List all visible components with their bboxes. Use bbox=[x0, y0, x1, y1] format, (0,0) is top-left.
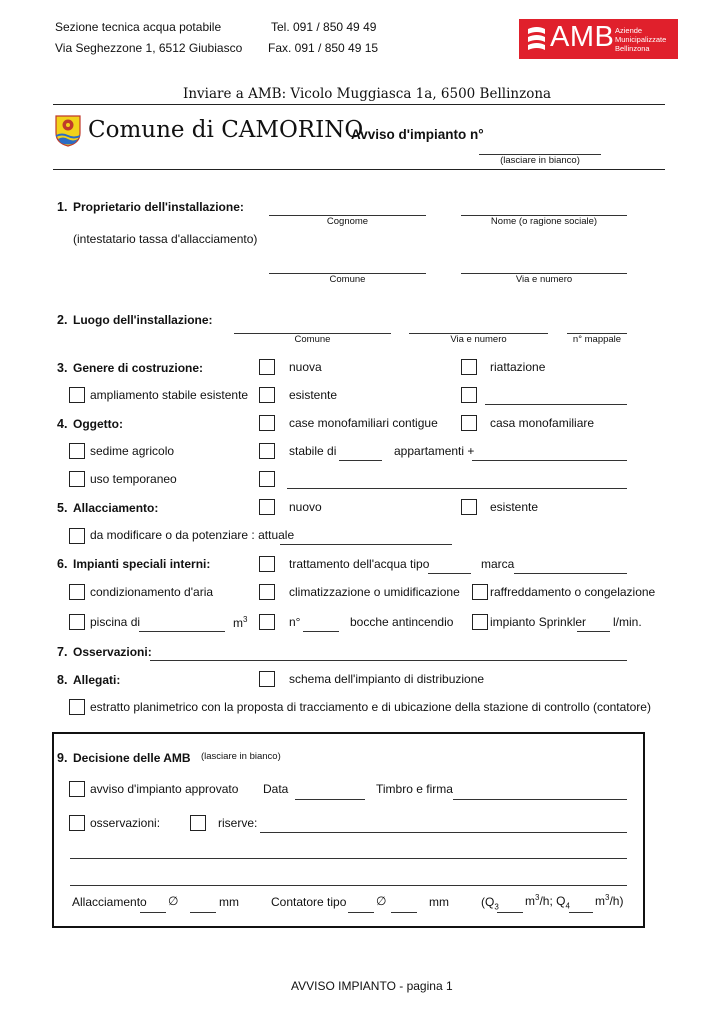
contatore-diameter-field[interactable] bbox=[391, 912, 417, 913]
contigue-checkbox[interactable] bbox=[259, 415, 275, 431]
estratto-checkbox[interactable] bbox=[69, 699, 85, 715]
nuovo-checkbox[interactable] bbox=[259, 499, 275, 515]
avviso-number-caption: (lasciare in bianco) bbox=[500, 155, 580, 166]
s9-osservazioni-label: osservazioni: bbox=[90, 816, 161, 830]
raffreddamento-label: raffreddamento o congelazione bbox=[490, 585, 656, 599]
avviso-number-label: Avviso d'impianto n° bbox=[351, 127, 484, 142]
estratto-label: estratto planimetrico con la proposta di tracciamento e di ubicazione della stazione di controllo (contatore) bbox=[90, 700, 651, 714]
s1-comune-caption: Comune bbox=[329, 274, 366, 285]
title-divider bbox=[53, 169, 665, 170]
s7-number: 7. bbox=[57, 645, 68, 659]
s5-esistente-label: esistente bbox=[490, 500, 539, 514]
trattamento-tipo-field[interactable] bbox=[428, 573, 471, 574]
temporaneo-checkbox[interactable] bbox=[69, 471, 85, 487]
ampliamento-checkbox[interactable] bbox=[69, 387, 85, 403]
s9-notes-line-2[interactable] bbox=[70, 885, 627, 886]
header-tel: Tel. 091 / 850 49 49 bbox=[271, 20, 377, 34]
ampliamento-label: ampliamento stabile esistente bbox=[90, 388, 249, 402]
contatore-mm: mm bbox=[429, 895, 449, 909]
s8-title: Allegati: bbox=[73, 673, 121, 687]
bocche-checkbox[interactable] bbox=[259, 614, 275, 630]
amb-logo-text: AMB bbox=[550, 21, 615, 53]
trattamento-label: trattamento dell'acqua tipo bbox=[289, 557, 430, 571]
s9-note: (lasciare in bianco) bbox=[201, 751, 281, 762]
marca-field[interactable] bbox=[514, 573, 627, 574]
s2-via-caption: Via e numero bbox=[450, 334, 507, 345]
monofamiliare-checkbox[interactable] bbox=[461, 415, 477, 431]
riserve-field[interactable] bbox=[260, 832, 627, 833]
allacciamento-diameter-field[interactable] bbox=[190, 912, 216, 913]
nome-caption: Nome (o ragione sociale) bbox=[490, 216, 598, 227]
sprinkler-unit: l/min. bbox=[613, 615, 642, 629]
s9-number: 9. bbox=[57, 751, 68, 765]
sedime-label: sedime agricolo bbox=[90, 444, 175, 458]
s3-title: Genere di costruzione: bbox=[73, 361, 204, 375]
climatizzazione-label: climatizzazione o umidificazione bbox=[289, 585, 460, 599]
contatore-field[interactable] bbox=[348, 912, 374, 913]
s1-number: 1. bbox=[57, 200, 68, 214]
stabile-label: stabile di bbox=[289, 444, 337, 458]
s7-title: Osservazioni: bbox=[73, 645, 152, 659]
modificare-label: da modificare o da potenziare : attuale bbox=[90, 528, 295, 542]
allacciamento-diameter-symbol: ∅ bbox=[168, 894, 179, 908]
esistente-label: esistente bbox=[289, 388, 338, 402]
s1-title: Proprietario dell'installazione: bbox=[73, 200, 244, 214]
cognome-caption: Cognome bbox=[326, 216, 369, 227]
climatizzazione-checkbox[interactable] bbox=[259, 584, 275, 600]
s9-osservazioni-checkbox[interactable] bbox=[69, 815, 85, 831]
appartamenti-extra-field[interactable] bbox=[472, 460, 627, 461]
q3-unit: $m^3/h$; $Q_4$ bbox=[525, 893, 570, 911]
allacciamento-field[interactable] bbox=[140, 912, 166, 913]
s8-number: 8. bbox=[57, 673, 68, 687]
nuova-label: nuova bbox=[289, 360, 322, 374]
camorino-coat-of-arms-icon bbox=[55, 115, 81, 147]
data-label: Data bbox=[263, 782, 289, 796]
piscina-volume-field[interactable] bbox=[139, 631, 225, 632]
riattazione-checkbox[interactable] bbox=[461, 359, 477, 375]
temporaneo-label: uso temporaneo bbox=[90, 472, 177, 486]
s3-other-checkbox[interactable] bbox=[461, 387, 477, 403]
s4-title: Oggetto: bbox=[73, 417, 123, 431]
sprinkler-label: impianto Sprinkler bbox=[490, 615, 587, 629]
s9-title: Decisione delle AMB bbox=[73, 751, 191, 765]
approvato-label: avviso d'impianto approvato bbox=[90, 782, 239, 796]
contigue-label: case monofamiliari contigue bbox=[289, 416, 438, 430]
s2-title: Luogo dell'installazione: bbox=[73, 313, 213, 327]
s5-esistente-checkbox[interactable] bbox=[461, 499, 477, 515]
send-to-address: Inviare a AMB: Vicolo Muggiasca 1a, 6500 Bellinzona bbox=[183, 86, 552, 102]
riattazione-label: riattazione bbox=[490, 360, 546, 374]
q3-label: ($Q_3$ bbox=[481, 895, 499, 912]
riserve-checkbox[interactable] bbox=[190, 815, 206, 831]
s1-subtitle: (intestatario tassa d'allacciamento) bbox=[73, 232, 258, 246]
timbro-label: Timbro e firma bbox=[376, 782, 453, 796]
amb-logo bbox=[519, 19, 678, 59]
appartamenti-count-field[interactable] bbox=[339, 460, 382, 461]
q3-field[interactable] bbox=[497, 912, 523, 913]
comune-title: Comune di CAMORINO bbox=[88, 117, 364, 143]
marca-label: marca bbox=[481, 557, 515, 571]
piscina-unit: $m^3$ bbox=[233, 615, 248, 630]
s4-other-checkbox[interactable] bbox=[259, 471, 275, 487]
bocche-n-label: n° bbox=[289, 615, 301, 629]
s4-other-field[interactable] bbox=[287, 488, 627, 489]
amb-logo-mark-icon bbox=[525, 25, 549, 53]
piscina-label: piscina di bbox=[90, 615, 141, 629]
allacciamento-mm: mm bbox=[219, 895, 239, 909]
appartamenti-label: appartamenti + bbox=[394, 444, 475, 458]
condizionamento-checkbox[interactable] bbox=[69, 584, 85, 600]
raffreddamento-checkbox[interactable] bbox=[472, 584, 488, 600]
header-section-name: Sezione tecnica acqua potabile bbox=[55, 20, 222, 34]
s1-via-caption: Via e numero bbox=[515, 274, 573, 285]
approvato-checkbox[interactable] bbox=[69, 781, 85, 797]
s2-comune-caption: Comune bbox=[294, 334, 331, 345]
data-field[interactable] bbox=[295, 799, 365, 800]
timbro-field[interactable] bbox=[453, 799, 627, 800]
esistente-checkbox[interactable] bbox=[259, 387, 275, 403]
s6-number: 6. bbox=[57, 557, 68, 571]
header-address: Via Seghezzone 1, 6512 Giubiasco bbox=[55, 41, 243, 55]
s5-title: Allacciamento: bbox=[73, 501, 159, 515]
q4-field[interactable] bbox=[569, 912, 593, 913]
amb-logo-subtext: Aziende Municipalizzate Bellinzona bbox=[615, 26, 667, 53]
contatore-diameter-symbol: ∅ bbox=[376, 894, 387, 908]
s5-number: 5. bbox=[57, 501, 68, 515]
osservazioni-field[interactable] bbox=[150, 660, 627, 661]
contatore-label: Contatore tipo bbox=[271, 895, 347, 909]
monofamiliare-label: casa monofamiliare bbox=[490, 416, 595, 430]
bocche-label: bocche antincendio bbox=[350, 615, 454, 629]
s4-number: 4. bbox=[57, 417, 68, 431]
trattamento-checkbox[interactable] bbox=[259, 556, 275, 572]
header-divider bbox=[53, 104, 665, 105]
sprinkler-flow-field[interactable] bbox=[577, 631, 610, 632]
sedime-checkbox[interactable] bbox=[69, 443, 85, 459]
s6-title: Impianti speciali interni: bbox=[73, 557, 211, 571]
header-fax: Fax. 091 / 850 49 15 bbox=[268, 41, 379, 55]
q4-unit: $m^3/h$) bbox=[595, 893, 624, 908]
stabile-checkbox[interactable] bbox=[259, 443, 275, 459]
allacciamento-label: Allacciamento bbox=[72, 895, 147, 909]
riserve-label: riserve: bbox=[218, 816, 258, 830]
sprinkler-checkbox[interactable] bbox=[472, 614, 488, 630]
page-footer: AVVISO IMPIANTO - pagina 1 bbox=[291, 979, 453, 993]
bocche-count-field[interactable] bbox=[303, 631, 339, 632]
s2-mappale-caption: n° mappale bbox=[572, 334, 622, 345]
attuale-field[interactable] bbox=[280, 544, 452, 545]
nuova-checkbox[interactable] bbox=[259, 359, 275, 375]
s3-number: 3. bbox=[57, 361, 68, 375]
nuovo-label: nuovo bbox=[289, 500, 322, 514]
piscina-checkbox[interactable] bbox=[69, 614, 85, 630]
condizionamento-label: condizionamento d'aria bbox=[90, 585, 214, 599]
schema-checkbox[interactable] bbox=[259, 671, 275, 687]
schema-label: schema dell'impianto di distribuzione bbox=[289, 672, 485, 686]
s2-number: 2. bbox=[57, 313, 68, 327]
modificare-checkbox[interactable] bbox=[69, 528, 85, 544]
s3-other-field[interactable] bbox=[485, 404, 627, 405]
s9-notes-line-1[interactable] bbox=[70, 858, 627, 859]
